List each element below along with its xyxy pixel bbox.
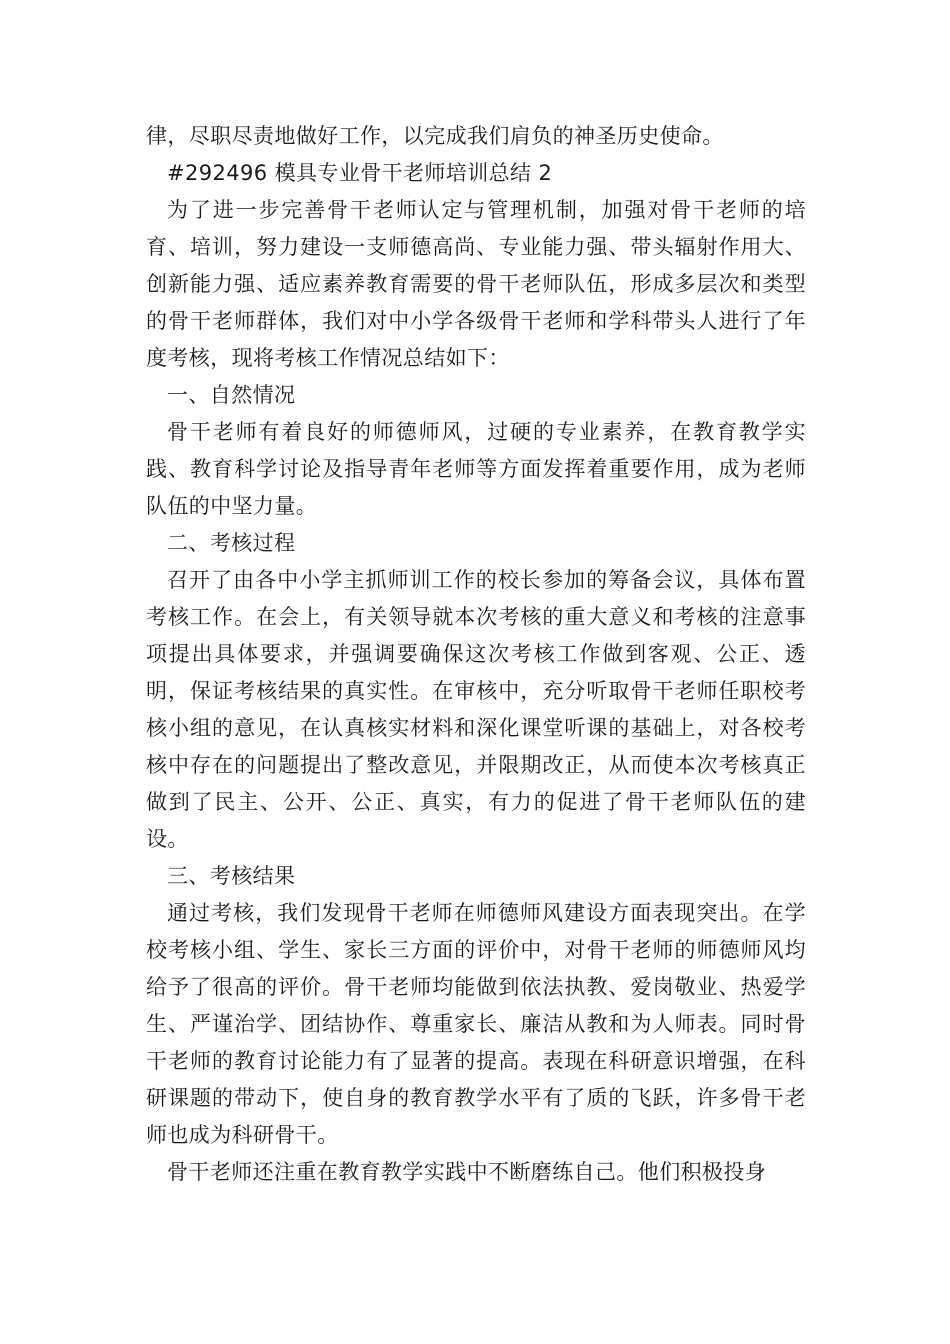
paragraph-natural-situation: 骨干老师有着良好的师德师风，过硬的专业素养，在教育教学实践、教育科学讨论及指导青年老师等方面发挥着重要作用，成为老师队伍的中坚力量。 xyxy=(146,420,806,518)
paragraph-assessment-results: 通过考核，我们发现骨干老师在师德师风建设方面表现突出。在学校考核小组、学生、家长三方面的评价中，对骨干老师的师德师风均给予了很高的评价。骨干老师均能做到依法执教、爱岗敬业、热爱学生、严谨治学、团结协作、尊重家长、廉洁从教和为人师表。同时骨干老师的教育讨论能力有了显著的提高。表现在科研意识增强，在科研课题的带动下，使自身的教育教学水平有了质的飞跃，许多骨干老师也成为科研骨干。 xyxy=(146,901,806,1147)
document-body xyxy=(146,118,806,1191)
paragraph-intro: 为了进一步完善骨干老师认定与管理机制，加强对骨干老师的培育、培训，努力建设一支师德高尚、专业能力强、带头辐射作用大、创新能力强、适应素养教育需要的骨干老师队伍，形成多层次和类型的骨干老师群体，我们对中小学各级骨干老师和学科带头人进行了年度考核，现将考核工作情况总结如下： xyxy=(146,198,806,370)
paragraph-continuation: 律，尽职尽责地做好工作，以完成我们肩负的神圣历史使命。 xyxy=(146,124,724,148)
paragraph-assessment-process: 召开了由各中小学主抓师训工作的校长参加的筹备会议，具体布置考核工作。在会上，有关领导就本次考核的重大意义和考核的注意事项提出具体要求，并强调要确保这次考核工作做到客观、公正、透明，保证考核结果的真实性。在审核中，充分听取骨干老师任职校考核小组的意见，在认真核实材料和深化课堂听课的基础上，对各校考核中存在的问题提出了整改意见，并限期改正，从而使本次考核真正做到了民主、公开、公正、真实，有力的促进了骨干老师队伍的建设。 xyxy=(146,568,806,851)
section-heading-assessment-results: 三、考核结果 xyxy=(167,864,296,888)
paragraph-practice: 骨干老师还注重在教育教学实践中不断磨练自己。他们积极投身 xyxy=(167,1160,767,1184)
section-heading-natural-situation: 一、自然情况 xyxy=(167,383,296,407)
section-heading-assessment-process: 二、考核过程 xyxy=(167,531,296,555)
document-title: #292496 模具专业骨干老师培训总结 2 xyxy=(167,161,553,185)
